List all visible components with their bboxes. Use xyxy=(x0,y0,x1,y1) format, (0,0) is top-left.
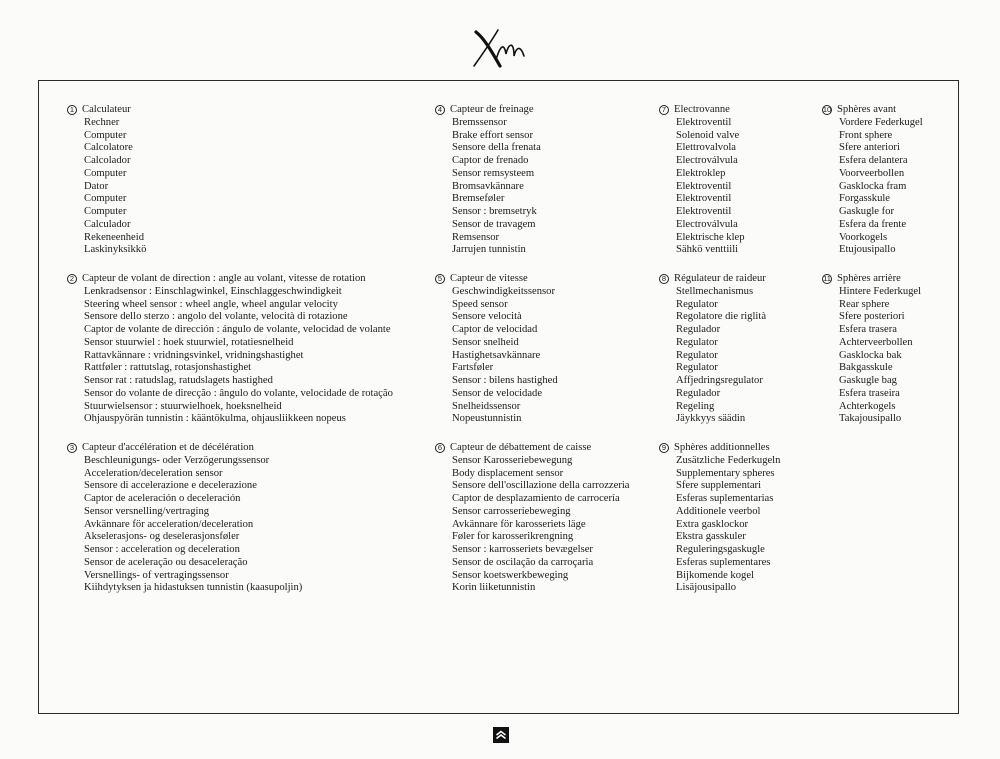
legend-line: Additionele veerbol xyxy=(676,505,761,517)
legend-line: Hastighetsavkännare xyxy=(452,349,541,361)
legend-line: Acceleration/deceleration sensor xyxy=(84,467,223,479)
legend-line: Regeling xyxy=(676,400,715,412)
legend-line: Regulator xyxy=(676,298,718,310)
legend-line: Esfera da frente xyxy=(839,218,907,230)
legend-line: Elektroventil xyxy=(676,180,732,192)
legend-line: Sensor Karosseriebewegung xyxy=(452,454,573,466)
legend-line: Affjedringsregulator xyxy=(676,375,763,386)
legend-line: Elettrovalvola xyxy=(676,142,737,154)
legend-line: Gasklocka fram xyxy=(839,180,907,192)
legend-line: Esfera traseira xyxy=(839,387,900,399)
legend-line: Body displacement sensor xyxy=(452,467,564,479)
legend-line: Rattføler : rattutslag, rotasjonshastighet xyxy=(84,362,252,374)
legend-line: Jarrujen tunnistin xyxy=(452,244,526,256)
legend-line: Sphères arrière xyxy=(837,273,901,284)
legend-line: Sähkö venttiili xyxy=(676,244,739,256)
legend-line: Elektroventil xyxy=(676,206,732,217)
legend-line: Rekeneenheid xyxy=(84,231,145,243)
legend-line: Sensor versnelling/vertraging xyxy=(84,505,210,517)
legend-line: Sensore dello sterzo : angolo del volante, velocità di rotazione xyxy=(84,311,348,323)
legend-line: Electroválvula xyxy=(676,218,738,230)
legend-line: Sensor remsysteem xyxy=(452,167,535,179)
legend-line: Sensor do volante de direcção : ângulo do volante, velocidade de rotação xyxy=(84,387,393,399)
legend-line: Sensor rat : ratudslag, ratudslagets hastighed xyxy=(84,375,273,386)
legend-line: Ekstra gasskuler xyxy=(676,531,746,543)
legend-line: Bremseføler xyxy=(452,193,505,205)
legend-line: Regulator xyxy=(676,349,718,361)
legend-line: Bremssensor xyxy=(452,116,507,128)
legend-line: Bakgasskule xyxy=(839,362,893,374)
legend-line: Lisäjousipallo xyxy=(676,582,737,594)
legend-line: Ohjauspyörän tunnistin : kääntökulma, ohjausliikkeen nopeus xyxy=(84,413,346,425)
legend-line: Sensor koetswerkbeweging xyxy=(452,569,569,581)
legend-block-1 xyxy=(69,104,147,257)
legend-line: Captor de frenado xyxy=(452,155,529,166)
legend-block-8 xyxy=(661,273,767,426)
legend-line: Captor de velocidad xyxy=(452,324,538,335)
legend-line: Sensor : karrosseriets bevægelser xyxy=(452,544,593,555)
circled-number: 7 xyxy=(659,105,669,115)
legend-line: Sensor : bilens hastighed xyxy=(452,375,558,386)
legend-line: Avkännare för karosseriets läge xyxy=(452,518,586,530)
legend-line: Esfera trasera xyxy=(839,324,897,335)
legend-line: Dator xyxy=(84,180,109,192)
legend-line: Brake effort sensor xyxy=(452,129,533,141)
legend-line: Fartsføler xyxy=(452,362,494,374)
legend-line: Computer xyxy=(84,129,127,141)
legend-line: Gaskugle for xyxy=(839,206,895,217)
legend-block-3 xyxy=(69,442,303,595)
legend-line: Elektroventil xyxy=(676,116,732,128)
legend-line: Capteur de vitesse xyxy=(450,273,528,284)
legend-line: Esferas suplementares xyxy=(676,556,771,568)
legend-block-10 xyxy=(822,104,923,257)
legend-line: Esfera delantera xyxy=(839,155,908,166)
circled-number: 5 xyxy=(435,274,445,284)
legend-line: Captor de desplazamiento de carrocería xyxy=(452,493,620,504)
legend-line: Stellmechanismus xyxy=(676,285,754,297)
legend-block-7 xyxy=(661,104,745,257)
legend-line: Sensor de aceleração ou desaceleração xyxy=(84,556,248,568)
legend-line: Computer xyxy=(84,206,127,217)
legend-line: Sfere anteriori xyxy=(839,142,900,154)
legend-line: Captor de volante de dirección : ángulo de volante, velocidad de volante xyxy=(84,324,391,335)
legend-line: Sensor de travagem xyxy=(452,218,536,230)
legend-line: Versnellings- of vertragingssensor xyxy=(84,569,229,581)
legend-line: Capteur de débattement de caisse xyxy=(450,442,592,453)
legend-line: Lenkradsensor : Einschlagwinkel, Einschlaggeschwindigkeit xyxy=(84,285,342,297)
legend-line: Akselerasjons- og deselerasjonsføler xyxy=(84,531,240,543)
circled-number: 3 xyxy=(67,443,77,453)
legend-line: Kiihdytyksen ja hidastuksen tunnistin (kaasupoljin) xyxy=(84,582,303,594)
circled-number: 4 xyxy=(435,105,445,115)
legend-line: Esferas suplementarias xyxy=(676,493,774,504)
legend-line: Elektrische klep xyxy=(676,231,745,243)
legend-line: Sensor de velocidade xyxy=(452,387,543,399)
legend-line: Føler for karosserikrengning xyxy=(452,531,574,543)
legend-line: Sphères additionnelles xyxy=(674,442,770,453)
legend-block-11 xyxy=(823,273,922,426)
legend-line: Rechner xyxy=(84,116,120,128)
legend-line: Achterveerbollen xyxy=(839,336,913,348)
circled-number: 6 xyxy=(435,443,445,453)
legend-line: Sensor stuurwiel : hoek stuurwiel, rotatiesnelheid xyxy=(84,336,294,348)
legend-line: Sfere posteriori xyxy=(839,311,905,323)
legend-line: Beschleunigungs- oder Verzögerungssensor xyxy=(84,454,270,466)
legend-line: Etujousipallo xyxy=(839,244,896,256)
legend-block-5 xyxy=(437,273,558,426)
legend-line: Elektroklep xyxy=(676,167,726,179)
legend-line: Sensore dell'oscillazione della carrozzeria xyxy=(452,480,630,492)
legend-block-6 xyxy=(437,442,630,595)
legend-line: Regulator xyxy=(676,336,718,348)
legend-line: Snelheidssensor xyxy=(452,400,521,412)
legend-line: Supplementary spheres xyxy=(676,467,775,479)
legend-line: Sphères avant xyxy=(837,104,897,115)
circled-number: 8 xyxy=(659,274,669,284)
legend-line: Extra gasklockor xyxy=(676,518,749,530)
legend-line: Stuurwielsensor : stuurwielhoek, hoeksnelheid xyxy=(84,400,282,412)
legend-line: Regulador xyxy=(676,324,721,335)
legend-line: Laskinyksikkö xyxy=(84,244,147,256)
legend-line: Sensore della frenata xyxy=(452,142,541,154)
legend-line: Sensore di accelerazione e decelerazione xyxy=(84,480,257,492)
legend-line: Calcolatore xyxy=(84,142,133,154)
legend-line: Bromsavkännare xyxy=(452,180,524,192)
circled-number: 11 xyxy=(823,274,831,284)
legend-line: Voorkogels xyxy=(839,231,888,243)
legend-line: Calculador xyxy=(84,218,131,230)
legend-line: Vordere Federkugel xyxy=(839,116,923,128)
legend-line: Front sphere xyxy=(839,129,893,141)
legend-line: Speed sensor xyxy=(452,298,508,310)
citroen-double-chevron-icon xyxy=(493,727,509,743)
legend-line: Sensor de oscilação da carroçaria xyxy=(452,556,594,568)
legend-line: Rear sphere xyxy=(839,298,890,310)
legend-line: Forgasskule xyxy=(839,193,891,205)
legend-line: Régulateur de raideur xyxy=(674,273,766,284)
circled-number: 9 xyxy=(659,443,669,453)
legend-line: Korin liiketunnistin xyxy=(452,582,536,594)
legend-line: Calcolador xyxy=(84,155,131,166)
legend-line: Capteur de freinage xyxy=(450,104,534,115)
legend-line: Computer xyxy=(84,167,127,179)
xm-logo-icon xyxy=(470,26,528,70)
legend-line: Elektroventil xyxy=(676,193,732,205)
legend-line: Calculateur xyxy=(82,104,131,115)
legend-line: Steering wheel sensor : wheel angle, wheel angular velocity xyxy=(84,298,338,310)
legend-line: Sensor carrosseriebeweging xyxy=(452,505,571,517)
legend-line: Zusätzliche Federkugeln xyxy=(676,454,781,466)
legend-line: Electrovanne xyxy=(674,104,730,115)
legend-line: Rattavkännare : vridningsvinkel, vridningshastighet xyxy=(84,349,304,361)
legend-line: Voorveerbollen xyxy=(839,167,905,179)
legend-line: Sfere supplementari xyxy=(676,480,762,492)
legend-line: Gaskugle bag xyxy=(839,375,897,386)
circled-number: 2 xyxy=(67,274,77,284)
circled-number: 10 xyxy=(822,105,832,115)
legend-line: Sensore velocità xyxy=(452,311,522,323)
legend-line: Reguleringsgaskugle xyxy=(676,544,765,555)
legend-block-9 xyxy=(661,442,781,595)
legend-line: Computer xyxy=(84,193,127,205)
legend-line: Regulator xyxy=(676,362,718,374)
legend-line: Regolatore die riglità xyxy=(676,311,767,323)
legend-line: Geschwindigkeitssensor xyxy=(452,285,555,297)
legend-line: Sensor : acceleration og deceleration xyxy=(84,544,240,555)
legend-line: Takajousipallo xyxy=(839,413,902,425)
legend-line: Electroválvula xyxy=(676,155,738,166)
legend-line: Avkännare för acceleration/deceleration xyxy=(84,518,254,530)
legend-line: Capteur d'accélération et de décélération xyxy=(82,442,254,453)
legend-line: Sensor : bremsetryk xyxy=(452,206,537,217)
legend-line: Nopeustunnistin xyxy=(452,413,522,425)
legend-line: Achterkogels xyxy=(839,400,896,412)
legend-line: Jäykkyys säädin xyxy=(676,413,746,425)
legend-line: Remsensor xyxy=(452,231,500,243)
legend-line: Hintere Federkugel xyxy=(839,285,922,297)
legend-line: Regulador xyxy=(676,387,721,399)
legend-line: Gasklocka bak xyxy=(839,349,902,361)
legend-line: Bijkomende kogel xyxy=(676,569,754,581)
legend-line: Sensor snelheid xyxy=(452,336,519,348)
legend-line: Captor de aceleración o deceleración xyxy=(84,493,241,504)
legend-block-2 xyxy=(69,273,393,426)
circled-number: 1 xyxy=(67,105,77,115)
legend-line: Capteur de volant de direction : angle au volant, vitesse de rotation xyxy=(82,273,366,284)
legend-block-4 xyxy=(437,104,541,257)
legend-line: Solenoid valve xyxy=(676,129,740,141)
